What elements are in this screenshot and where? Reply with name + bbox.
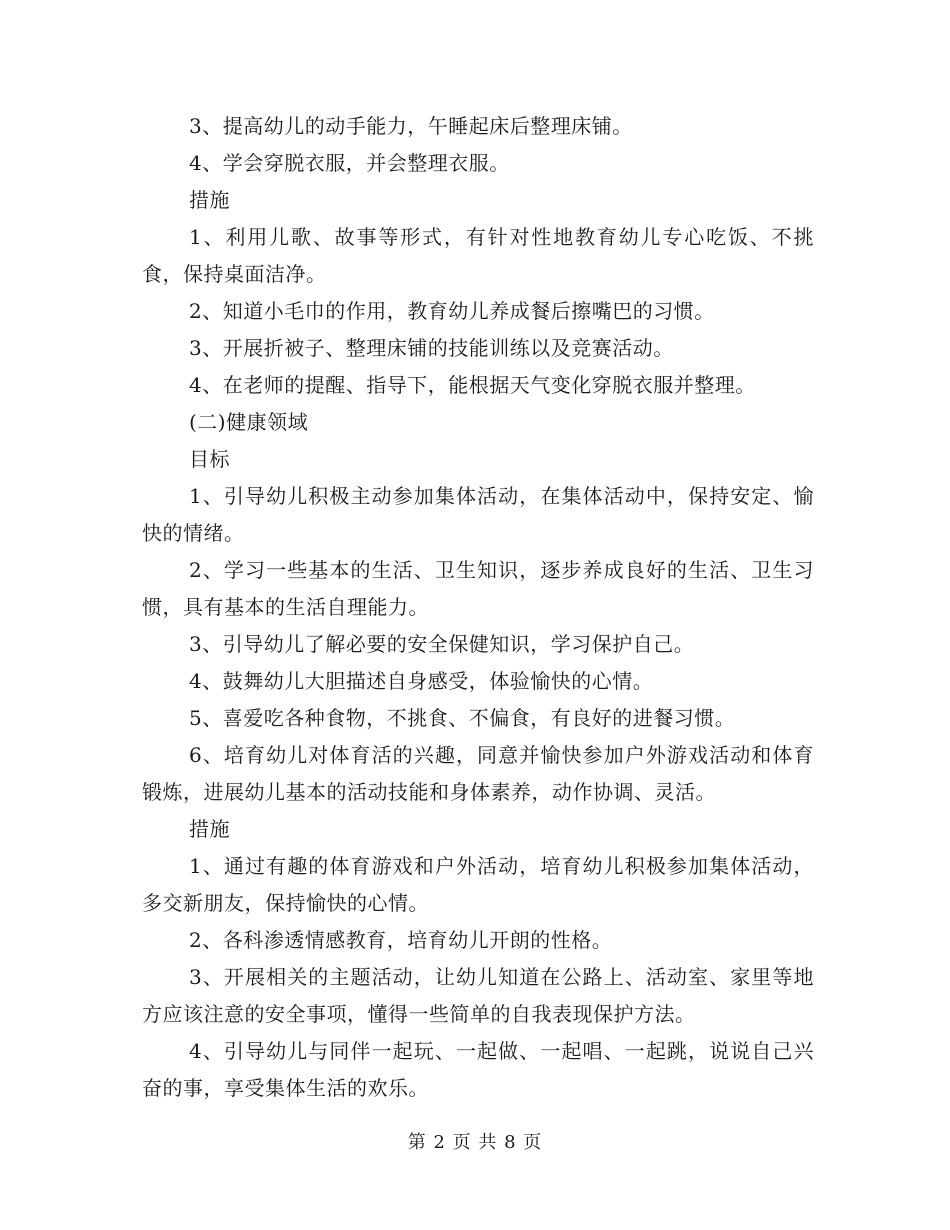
paragraph: 4、引导幼儿与同伴一起玩、一起做、一起唱、一起跳，说说自己兴奋的事，享受集体生活的欢乐。 [142,1039,814,1100]
paragraph: 1、利用儿歌、故事等形式，有针对性地教育幼儿专心吃饭、不挑食，保持桌面洁净。 [142,225,814,286]
document-body [142,108,814,1107]
paragraph: 6、培育幼儿对体育活的兴趣，同意并愉快参加户外游戏活动和体育锻炼，进展幼儿基本的活动技能和身体素养，动作协调、灵活。 [142,743,814,804]
page-number: 第 2 页 共 8 页 [407,1132,543,1153]
paragraph: 1、通过有趣的体育游戏和户外活动，培育幼儿积极参加集体活动，多交新朋友，保持愉快的心情。 [142,854,814,915]
paragraph: 3、引导幼儿了解必要的安全保健知识，学习保护自己。 [189,632,695,656]
paragraph: 5、喜爱吃各种食物，不挑食、不偏食，有良好的进餐习惯。 [189,706,736,730]
paragraph: 2、学习一些基本的生活、卫生知识，逐步养成良好的生活、卫生习惯，具有基本的生活自理能力。 [142,558,814,619]
section-heading: 措施 [189,817,230,841]
paragraph: 2、知道小毛巾的作用，教育幼儿养成餐后擦嘴巴的习惯。 [189,299,715,323]
section-heading: 措施 [189,188,230,212]
paragraph: 2、各科渗透情感教育，培育幼儿开朗的性格。 [189,928,613,952]
section-heading: (二)健康领域 [189,410,309,434]
section-heading: 目标 [189,447,230,471]
paragraph: 4、鼓舞幼儿大胆描述自身感受，体验愉快的心情。 [189,669,654,693]
paragraph: 3、提高幼儿的动手能力，午睡起床后整理床铺。 [189,114,633,138]
paragraph: 3、开展相关的主题活动，让幼儿知道在公路上、活动室、家里等地方应该注意的安全事项，懂得一些简单的自我表现保护方法。 [142,965,814,1026]
paragraph: 3、开展折被子、整理床铺的技能训练以及竞赛活动。 [189,336,674,360]
paragraph: 4、学会穿脱衣服，并会整理衣服。 [189,151,510,175]
paragraph: 1、引导幼儿积极主动参加集体活动，在集体活动中，保持安定、愉快的情绪。 [142,484,814,545]
paragraph: 4、在老师的提醒、指导下，能根据天气变化穿脱衣服并整理。 [189,373,756,397]
